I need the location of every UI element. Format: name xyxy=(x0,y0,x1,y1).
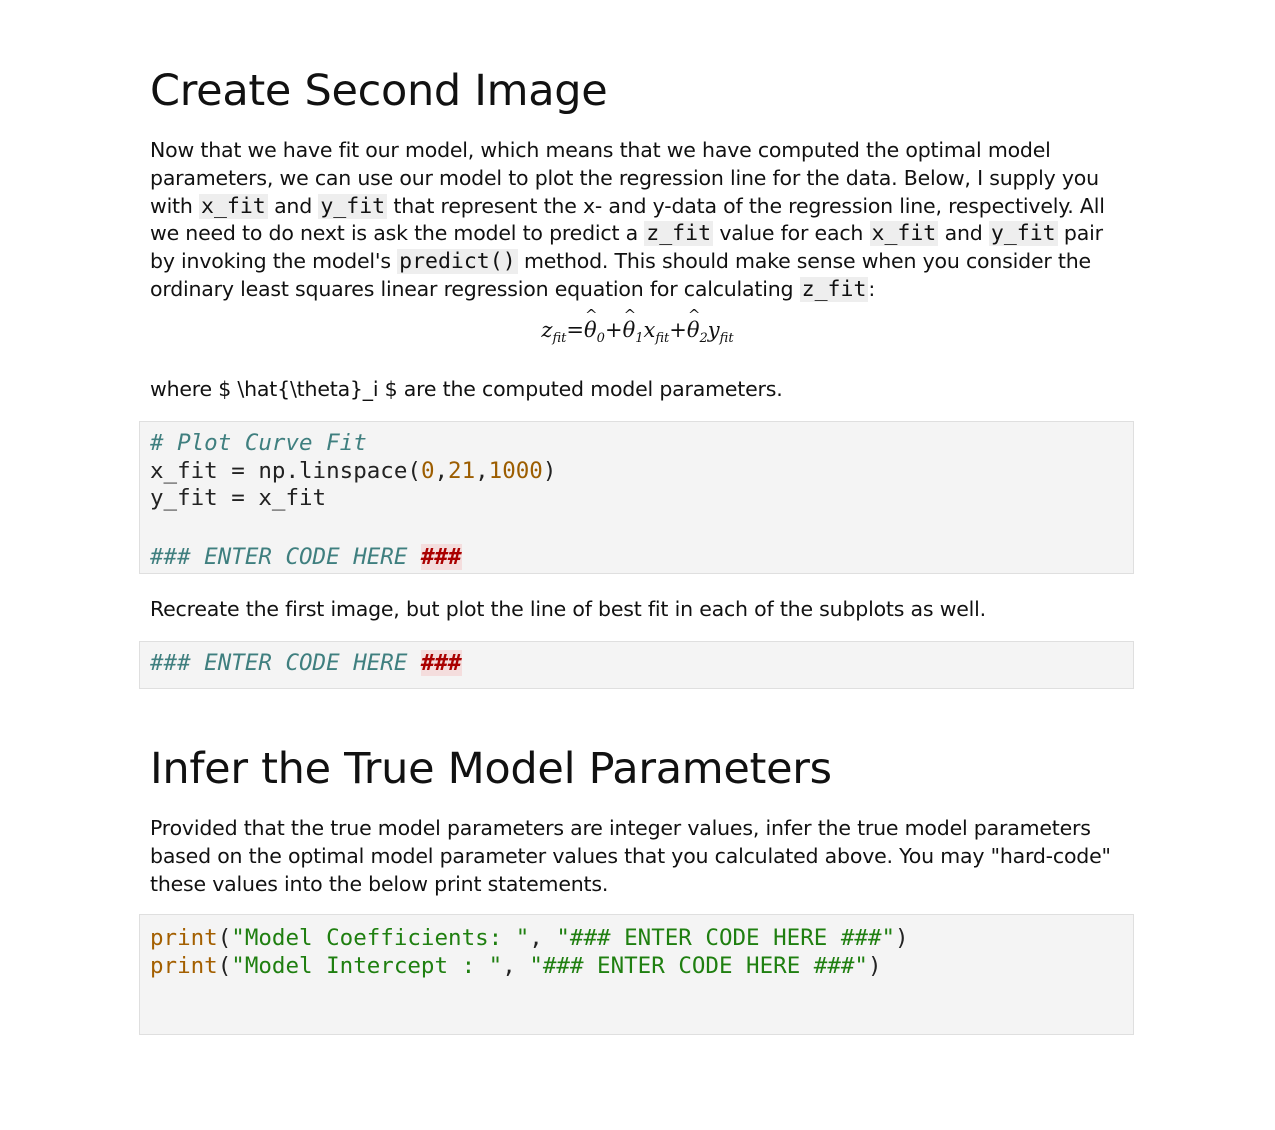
code-text: , xyxy=(475,457,489,484)
eq-plus: + xyxy=(669,318,687,342)
code-text: x_fit = np.linspace( xyxy=(150,457,421,484)
code-error-token: ### xyxy=(420,650,462,676)
eq-theta-hat: ^ θ xyxy=(584,318,597,342)
code-text: , xyxy=(502,952,530,979)
code-cell-print-parameters[interactable] xyxy=(139,914,1134,1035)
eq-x: x xyxy=(643,318,656,342)
inline-code-z-fit: z_fit xyxy=(801,276,867,302)
code-text: ) xyxy=(867,952,882,979)
text-run: and xyxy=(938,221,989,246)
ols-equation xyxy=(0,318,1275,346)
code-comment: ### ENTER CODE HERE xyxy=(150,650,421,676)
recreate-paragraph: Recreate the first image, but plot the line of best fit in each of the subplots as well. xyxy=(150,597,986,621)
section-heading-infer-parameters: Infer the True Model Parameters xyxy=(150,744,832,794)
code-text: y_fit = x_fit xyxy=(150,485,327,511)
eq-sub: fit xyxy=(719,331,734,347)
code-editor[interactable] xyxy=(150,925,909,980)
eq-z: z xyxy=(541,318,553,342)
code-cell-enter-code[interactable] xyxy=(139,641,1134,689)
inline-code-z-fit: z_fit xyxy=(646,221,712,247)
where-paragraph: where $ \hat{\theta}_i $ are the computed model parameters. xyxy=(150,377,783,401)
code-editor[interactable] xyxy=(150,430,556,572)
code-text: ) xyxy=(542,457,557,484)
inline-code-x-fit: x_fit xyxy=(201,193,266,219)
inline-code-y-fit: y_fit xyxy=(990,221,1056,247)
inline-code-y-fit: y_fit xyxy=(320,193,386,219)
eq-equals: = xyxy=(566,318,585,342)
code-number: 0 xyxy=(420,457,435,484)
eq-y: y xyxy=(707,318,720,342)
code-text: ( xyxy=(217,952,232,979)
infer-paragraph: Provided that the true model parameters are integer values, infer the true model parameters based on the optimal model parameter values that you calculated above. You may "hard-code" these values into the below print statements. xyxy=(150,816,1111,896)
code-comment: # Plot Curve Fit xyxy=(150,430,367,456)
code-text: ) xyxy=(895,925,909,951)
intro-paragraph xyxy=(150,137,1125,304)
code-text: ( xyxy=(217,925,232,951)
code-string: "### ENTER CODE HERE ###" xyxy=(529,952,868,979)
text-run: Now that we have fit our model, which means that we have computed the optimal model parameters, we can use our model to plot the regression line for the data. Below, I supply you with xyxy=(150,138,1099,218)
code-string: "### ENTER CODE HERE ###" xyxy=(556,925,896,951)
text-run: value for each xyxy=(713,221,870,246)
code-function: print xyxy=(150,925,218,951)
inline-code-x-fit: x_fit xyxy=(871,221,937,247)
code-function: print xyxy=(150,952,218,979)
text-run: : xyxy=(868,276,876,301)
code-number: 21 xyxy=(448,457,476,484)
eq-sub: fit xyxy=(655,331,670,347)
text-run: pair by invoking the model's xyxy=(150,221,1103,274)
code-error-token: ### xyxy=(420,544,462,570)
section-heading-create-second-image: Create Second Image xyxy=(150,66,608,116)
code-editor[interactable] xyxy=(150,650,462,678)
code-string: "Model Coefficients: " xyxy=(231,925,530,951)
code-number: 1000 xyxy=(488,457,543,484)
code-text: , xyxy=(434,457,449,484)
eq-theta-hat: ^ θ xyxy=(623,318,636,342)
code-comment: ### ENTER CODE HERE xyxy=(150,544,421,570)
eq-theta-hat: ^ θ xyxy=(687,318,700,342)
eq-sub: 1 xyxy=(635,331,644,347)
text-run: that represent the x- and y-data of the regression line, respectively. All we need to do next is ask the model to predict a xyxy=(150,193,1105,246)
text-run: and xyxy=(267,193,319,218)
text-run: method. This should make sense when you consider the ordinary least squares linear regression equation for calculating xyxy=(150,249,1091,301)
code-cell-plot-curve-fit[interactable] xyxy=(139,421,1134,574)
eq-plus: + xyxy=(604,318,623,342)
eq-sub: 2 xyxy=(699,331,708,347)
eq-sub: fit xyxy=(552,331,567,347)
code-text: , xyxy=(529,925,557,951)
code-string: "Model Intercept : " xyxy=(231,952,503,979)
inline-code-predict: predict() xyxy=(399,249,516,275)
eq-sub: 0 xyxy=(596,331,605,347)
